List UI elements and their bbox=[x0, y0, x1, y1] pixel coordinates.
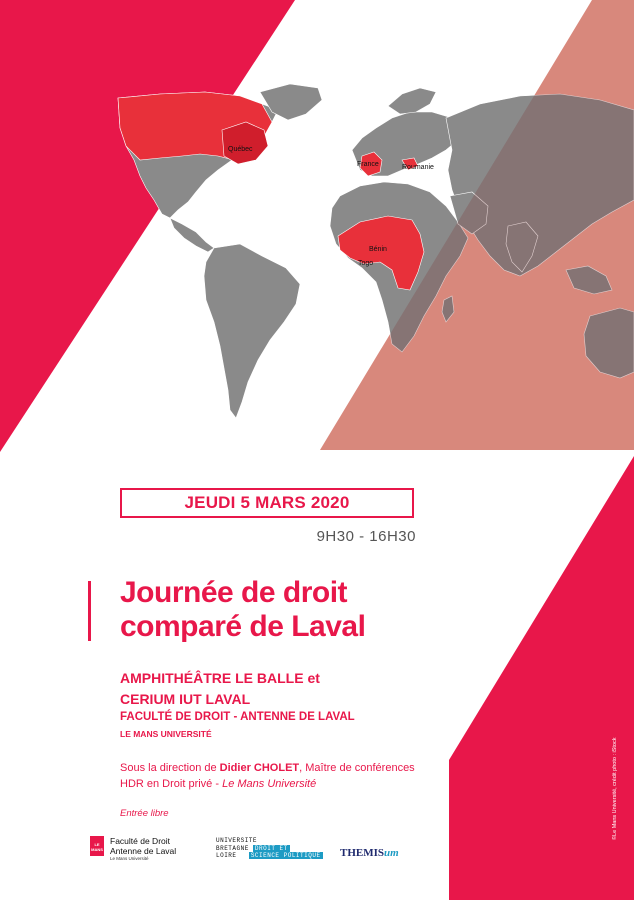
fac-logo-sub: Le Mans Université bbox=[110, 856, 149, 861]
venue-block bbox=[120, 668, 320, 710]
fac-logo-mark-text: LE MANS bbox=[91, 842, 103, 852]
date-box bbox=[120, 488, 414, 518]
title-line-1: Journée de droit bbox=[120, 576, 348, 609]
fac-logo-mark bbox=[90, 836, 104, 856]
photo-credit: ©Le Mans Université, crédit photo : iStock bbox=[612, 737, 618, 840]
map-label-france: France bbox=[357, 161, 379, 168]
ubl-logo bbox=[216, 837, 323, 860]
event-time: 9H30 - 16H30 bbox=[316, 528, 416, 545]
red-wedge-bottom bbox=[449, 456, 634, 900]
themis-text: THEMIS bbox=[340, 847, 385, 859]
venue-line-3: FACULTÉ DE DROIT - ANTENNE DE LAVAL bbox=[120, 711, 355, 723]
direction-line-2 bbox=[120, 778, 316, 790]
ubl-line-2b: DROIT ET bbox=[254, 844, 288, 852]
entry-note: Entrée libre bbox=[120, 808, 169, 819]
direction-line-1 bbox=[120, 762, 415, 774]
title-line-2: comparé de Laval bbox=[120, 610, 366, 643]
venue-line-1: AMPHITHÉÂTRE LE BALLE et bbox=[120, 670, 320, 686]
venue-line-2: CERIUM IUT LAVAL bbox=[120, 691, 251, 707]
ubl-line-2a: BRETAGNE bbox=[216, 844, 249, 852]
map-label-quebec: Québec bbox=[228, 146, 253, 153]
ubl-line-3a: LOIRE bbox=[216, 852, 237, 859]
fac-logo-text bbox=[110, 836, 176, 861]
direction-suffix: , Maître de conférences bbox=[299, 762, 415, 774]
map-label-togo: Togo bbox=[358, 260, 374, 267]
title-accent-bar bbox=[88, 581, 91, 641]
themis-suffix: um bbox=[384, 847, 399, 859]
ubl-line-3b: SCIENCE POLITIQUE bbox=[250, 852, 321, 859]
themis-logo bbox=[340, 843, 399, 861]
map-label-roumanie: Roumanie bbox=[402, 164, 434, 171]
scandinavia bbox=[388, 88, 436, 114]
ubl-line-3 bbox=[216, 852, 323, 860]
south-america bbox=[204, 244, 300, 418]
direction-prefix: Sous la direction de bbox=[120, 762, 220, 774]
ubl-line-1: UNIVERSITE bbox=[216, 837, 258, 844]
venue-line-4: LE MANS UNIVERSITÉ bbox=[120, 729, 212, 739]
fac-logo-line-1: Faculté de Droit bbox=[110, 836, 170, 846]
direction-university: Le Mans Université bbox=[222, 778, 317, 790]
direction-line-2-text: HDR en Droit privé - bbox=[120, 778, 223, 790]
fac-logo-line-2: Antenne de Laval bbox=[110, 846, 177, 856]
event-title bbox=[120, 576, 450, 644]
event-date: JEUDI 5 MARS 2020 bbox=[184, 493, 350, 512]
ubl-line-2 bbox=[216, 845, 323, 853]
director-name: Didier CHOLET bbox=[219, 762, 300, 774]
map-label-benin: Bénin bbox=[369, 246, 387, 253]
central-america bbox=[170, 218, 214, 252]
